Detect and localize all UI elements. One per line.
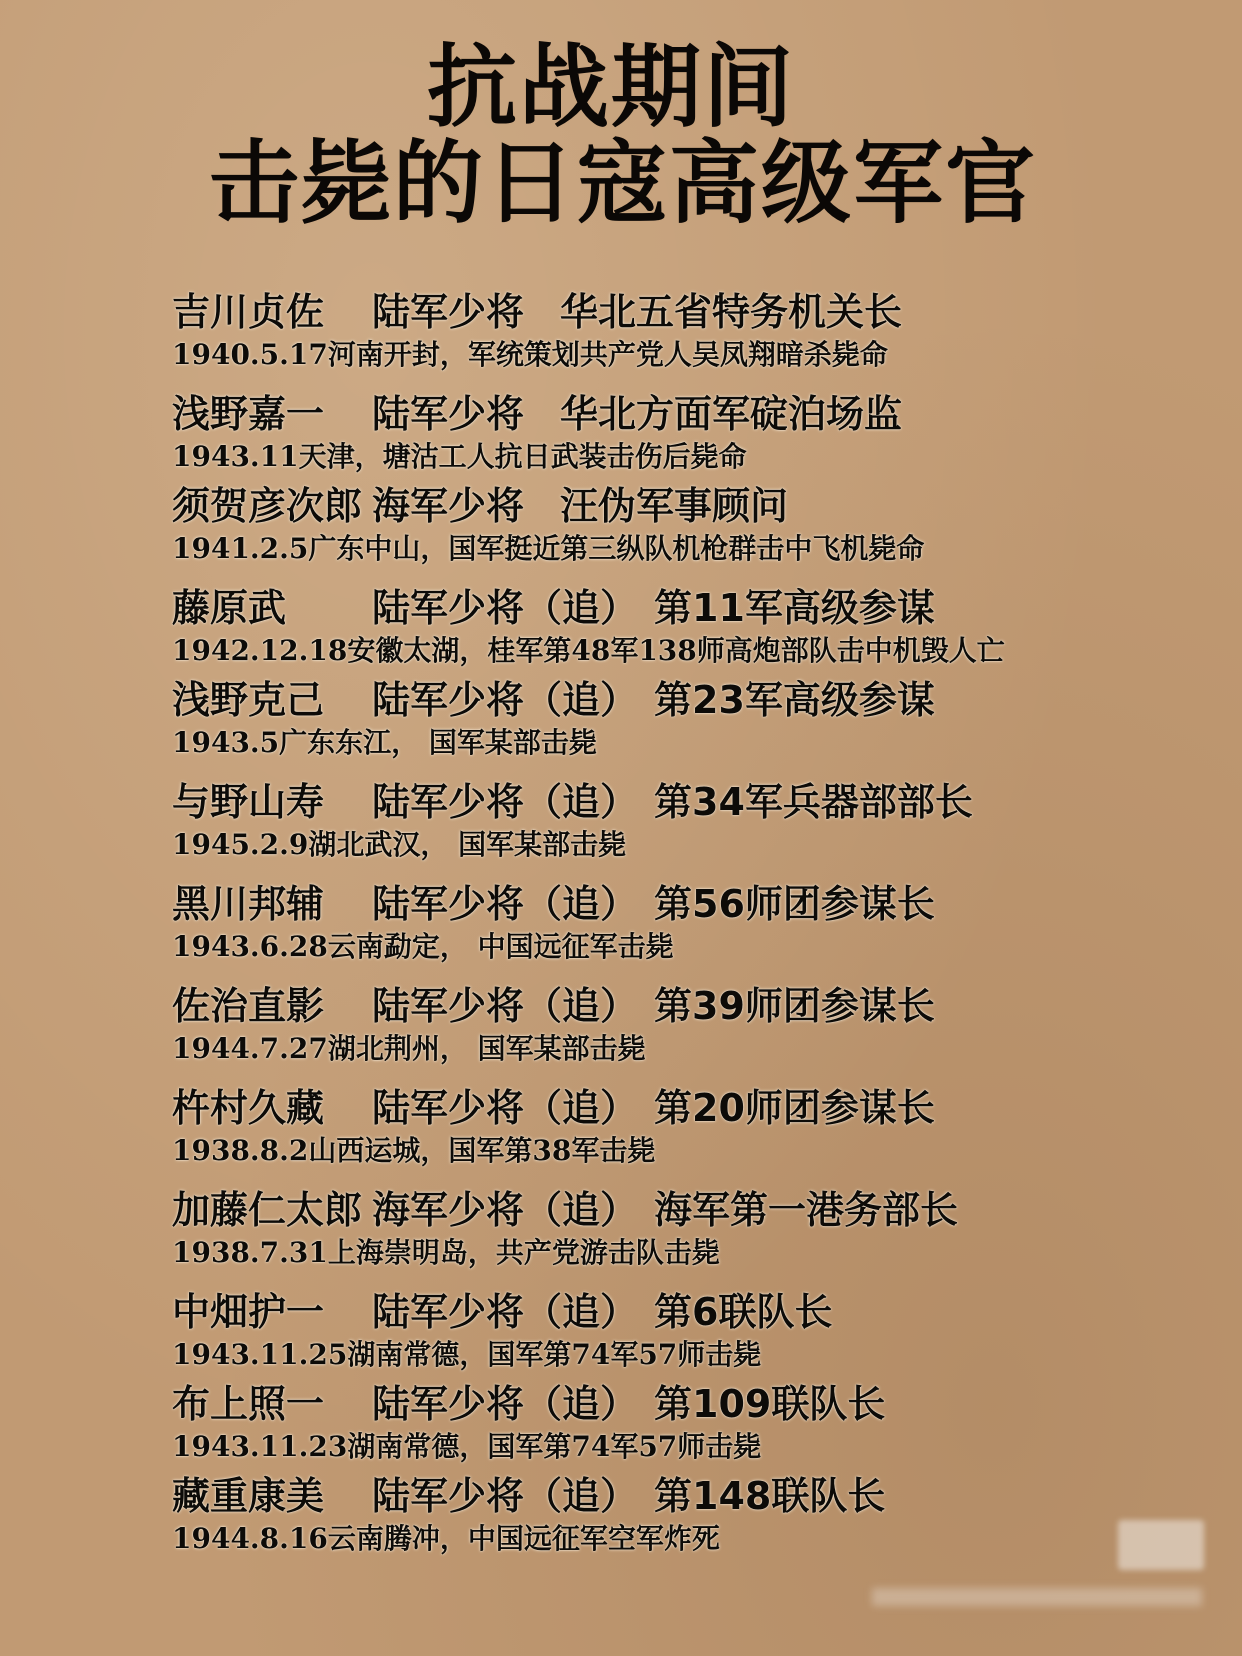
officer-detail: 1938.7.31上海崇明岛，共产党游击队击毙 — [172, 1236, 720, 1269]
officer-rank: 陆军少将（追） — [372, 882, 639, 926]
officer-post: 第11军高级参谋 — [654, 586, 935, 630]
officer-entry — [172, 1470, 1212, 1562]
officer-post: 第109联队长 — [654, 1382, 886, 1426]
officer-detail: 1938.8.2山西运城，国军第38军击毙 — [172, 1134, 656, 1167]
officer-entry — [172, 980, 1212, 1082]
officer-name: 加藤仁太郎 — [172, 1188, 363, 1232]
officer-entry — [172, 1082, 1212, 1184]
officer-rank: 海军少将（追） — [372, 1188, 639, 1232]
officer-name: 浅野克己 — [172, 678, 325, 722]
officer-name: 藏重康美 — [172, 1474, 325, 1518]
officer-post: 第6联队长 — [654, 1290, 833, 1334]
watermark-logo — [1118, 1520, 1204, 1570]
officer-rank: 陆军少将 — [372, 290, 525, 334]
officer-detail: 1944.7.27湖北荆州， 国军某部击毙 — [172, 1032, 646, 1065]
officer-detail: 1944.8.16云南腾冲，中国远征军空军炸死 — [172, 1522, 720, 1555]
officer-detail: 1943.6.28云南勐定， 中国远征军击毙 — [172, 930, 674, 963]
officer-name: 与野山寿 — [172, 780, 325, 824]
officer-rank: 海军少将 — [372, 484, 525, 528]
officer-name: 须贺彦次郎 — [172, 484, 363, 528]
officer-post: 第20师团参谋长 — [654, 1086, 935, 1130]
officer-entry — [172, 878, 1212, 980]
officer-post: 第148联队长 — [654, 1474, 886, 1518]
officer-post: 第39师团参谋长 — [654, 984, 935, 1028]
officer-post: 第56师团参谋长 — [654, 882, 935, 926]
officer-rank: 陆军少将（追） — [372, 1382, 639, 1426]
officer-post: 汪伪军事顾问 — [560, 484, 789, 528]
officer-detail: 1943.11.25湖南常德，国军第74军57师击毙 — [172, 1338, 762, 1371]
officer-entry — [172, 1286, 1212, 1378]
officer-name: 佐治直影 — [172, 984, 325, 1028]
officer-post: 海军第一港务部长 — [654, 1188, 959, 1232]
officer-detail: 1943.11.23湖南常德，国军第74军57师击毙 — [172, 1430, 762, 1463]
officer-rank: 陆军少将（追） — [372, 780, 639, 824]
officer-detail: 1943.11天津，塘沽工人抗日武装击伤后毙命 — [172, 440, 747, 473]
watermark-text — [872, 1588, 1202, 1606]
officer-entry — [172, 286, 1212, 388]
officer-detail: 1945.2.9湖北武汉， 国军某部击毙 — [172, 828, 627, 861]
officer-post: 第34军兵器部部长 — [654, 780, 973, 824]
officer-detail: 1943.5广东东江， 国军某部击毙 — [172, 726, 597, 759]
officer-entry — [172, 674, 1212, 776]
officer-detail: 1940.5.17河南开封，军统策划共产党人吴凤翔暗杀毙命 — [172, 338, 888, 371]
officer-entry — [172, 1184, 1212, 1286]
officer-name: 吉川贞佐 — [172, 290, 325, 334]
officer-rank: 陆军少将（追） — [372, 1290, 639, 1334]
officer-entry — [172, 388, 1212, 480]
officer-detail: 1941.2.5广东中山，国军挺近第三纵队机枪群击中飞机毙命 — [172, 532, 925, 565]
officer-rank: 陆军少将（追） — [372, 586, 639, 630]
officer-name: 黑川邦辅 — [172, 882, 325, 926]
officer-rank: 陆军少将（追） — [372, 1474, 639, 1518]
officer-name: 杵村久藏 — [172, 1086, 325, 1130]
officer-rank: 陆军少将（追） — [372, 1086, 639, 1130]
officer-name: 布上照一 — [172, 1382, 325, 1426]
officer-entry — [172, 776, 1212, 878]
officer-name: 藤原武 — [172, 586, 287, 630]
officer-rank: 陆军少将 — [372, 392, 525, 436]
officer-rank: 陆军少将（追） — [372, 678, 639, 722]
officer-post: 华北方面军碇泊场监 — [560, 392, 903, 436]
officer-name: 中畑护一 — [172, 1290, 325, 1334]
officer-name: 浅野嘉一 — [172, 392, 325, 436]
title-line-2: 击毙的日寇高级军官 — [209, 131, 1037, 236]
poster-title — [0, 35, 1242, 236]
officer-entry — [172, 1378, 1212, 1470]
officer-detail: 1942.12.18安徽太湖，桂军第48军138师高炮部队击中机毁人亡 — [172, 634, 1005, 667]
officer-rank: 陆军少将（追） — [372, 984, 639, 1028]
title-line-1: 抗战期间 — [427, 35, 795, 140]
officer-entry — [172, 480, 1212, 582]
officer-post: 第23军高级参谋 — [654, 678, 935, 722]
officer-post: 华北五省特务机关长 — [560, 290, 903, 334]
officer-entry — [172, 582, 1212, 674]
officer-list — [172, 286, 1212, 1562]
